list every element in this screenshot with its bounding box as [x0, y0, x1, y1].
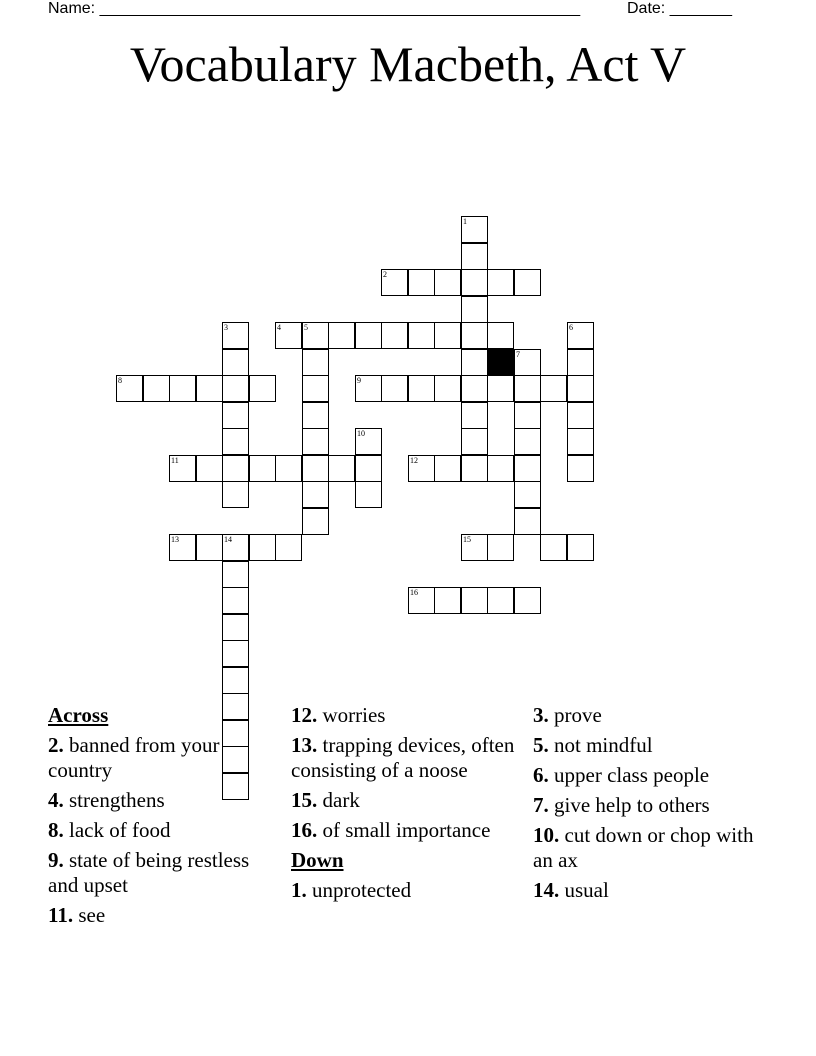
clue-number: 12. [291, 703, 318, 727]
cell-number: 10 [357, 429, 365, 438]
grid-cell[interactable] [222, 402, 249, 429]
grid-cell[interactable] [116, 375, 143, 402]
clue-text: unprotected [312, 878, 412, 902]
clue-item [48, 818, 273, 843]
clue-column-1 [48, 703, 273, 933]
grid-cell[interactable] [196, 534, 223, 561]
grid-cell[interactable] [540, 375, 567, 402]
grid-cell[interactable] [540, 534, 567, 561]
grid-cell[interactable] [567, 428, 594, 455]
clue-number: 4. [48, 788, 64, 812]
grid-cell[interactable] [328, 322, 355, 349]
grid-cell[interactable] [567, 402, 594, 429]
date-field[interactable]: Date: _______ [627, 0, 732, 17]
clue-item [48, 733, 273, 783]
clue-item [48, 788, 273, 813]
grid-cell[interactable] [408, 455, 435, 482]
clue-column-2 [291, 703, 516, 908]
grid-cell[interactable] [302, 349, 329, 376]
cell-number: 12 [410, 456, 418, 465]
grid-cell[interactable] [222, 534, 249, 561]
grid-cell[interactable] [196, 375, 223, 402]
grid-cell[interactable] [461, 375, 488, 402]
grid-cell[interactable] [196, 455, 223, 482]
clue-item [291, 788, 516, 813]
clue-item [533, 763, 758, 788]
grid-cell[interactable] [355, 322, 382, 349]
grid-cell[interactable] [275, 322, 302, 349]
grid-cell[interactable] [302, 428, 329, 455]
clue-item [533, 793, 758, 818]
grid-cell[interactable] [514, 481, 541, 508]
clue-item [48, 848, 273, 898]
grid-cell[interactable] [169, 534, 196, 561]
clue-number: 7. [533, 793, 549, 817]
clue-number: 10. [533, 823, 560, 847]
grid-cell[interactable] [461, 534, 488, 561]
cell-number: 3 [224, 323, 228, 332]
clue-heading: Across [48, 703, 109, 727]
grid-cell[interactable] [487, 455, 514, 482]
grid-cell[interactable] [434, 322, 461, 349]
grid-cell[interactable] [514, 402, 541, 429]
grid-cell[interactable] [567, 534, 594, 561]
grid-cell[interactable] [222, 322, 249, 349]
clue-item [48, 903, 273, 928]
grid-cell[interactable] [222, 561, 249, 588]
grid-cell[interactable] [302, 322, 329, 349]
black-square [487, 349, 514, 376]
clue-text: state of being restless and upset [48, 848, 250, 897]
grid-cell[interactable] [514, 587, 541, 614]
grid-cell[interactable] [222, 375, 249, 402]
cell-number: 9 [357, 376, 361, 385]
grid-cell[interactable] [222, 428, 249, 455]
clue-item [533, 733, 758, 758]
grid-cell[interactable] [514, 428, 541, 455]
clue-item [291, 733, 516, 783]
grid-cell[interactable] [461, 428, 488, 455]
grid-cell[interactable] [302, 375, 329, 402]
grid-cell[interactable] [434, 269, 461, 296]
grid-cell[interactable] [355, 375, 382, 402]
grid-cell[interactable] [514, 269, 541, 296]
clue-text: give help to others [554, 793, 710, 817]
grid-cell[interactable] [408, 322, 435, 349]
grid-cell[interactable] [487, 269, 514, 296]
grid-cell[interactable] [487, 375, 514, 402]
clue-text: prove [554, 703, 602, 727]
clue-item [291, 818, 516, 843]
grid-cell[interactable] [434, 587, 461, 614]
clue-text: cut down or chop with an ax [533, 823, 754, 872]
grid-cell[interactable] [434, 455, 461, 482]
cell-number: 1 [463, 217, 467, 226]
clue-number: 2. [48, 733, 64, 757]
grid-cell[interactable] [514, 508, 541, 535]
clue-text: of small importance [322, 818, 491, 842]
grid-cell[interactable] [487, 534, 514, 561]
cell-number: 14 [224, 535, 232, 544]
grid-cell[interactable] [222, 481, 249, 508]
clue-number: 14. [533, 878, 560, 902]
grid-cell[interactable] [302, 402, 329, 429]
clue-text: see [78, 903, 106, 927]
clue-list [0, 703, 816, 1003]
clue-number: 8. [48, 818, 64, 842]
clue-text: worries [322, 703, 386, 727]
clue-text: not mindful [554, 733, 653, 757]
clue-number: 13. [291, 733, 318, 757]
cell-number: 6 [569, 323, 573, 332]
cell-number: 4 [277, 323, 281, 332]
clue-text: upper class people [554, 763, 710, 787]
puzzle-title: Vocabulary Macbeth, Act V [129, 36, 687, 92]
clue-number: 5. [533, 733, 549, 757]
grid-cell[interactable] [275, 534, 302, 561]
clue-item [533, 703, 758, 728]
grid-cell[interactable] [222, 640, 249, 667]
grid-cell[interactable] [381, 269, 408, 296]
grid-cell[interactable] [461, 455, 488, 482]
grid-cell[interactable] [487, 587, 514, 614]
clue-number: 15. [291, 788, 318, 812]
grid-cell[interactable] [408, 375, 435, 402]
grid-cell[interactable] [381, 322, 408, 349]
grid-cell[interactable] [302, 508, 329, 535]
grid-cell[interactable] [249, 455, 276, 482]
cell-number: 8 [118, 376, 122, 385]
grid-cell[interactable] [169, 375, 196, 402]
clue-heading: Down [291, 848, 344, 872]
grid-cell[interactable] [514, 375, 541, 402]
clue-column-3 [533, 703, 758, 908]
grid-cell[interactable] [328, 455, 355, 482]
grid-cell[interactable] [408, 269, 435, 296]
grid-cell[interactable] [461, 216, 488, 243]
cell-number: 7 [516, 350, 520, 359]
cell-number: 15 [463, 535, 471, 544]
name-field[interactable]: Name: ______________________________________________________ [48, 0, 581, 17]
cell-number: 5 [304, 323, 308, 332]
grid-cell[interactable] [461, 269, 488, 296]
clue-text: banned from your country [48, 733, 220, 782]
cell-number: 11 [171, 456, 179, 465]
grid-cell[interactable] [487, 322, 514, 349]
clue-number: 16. [291, 818, 318, 842]
grid-cell[interactable] [461, 349, 488, 376]
clue-number: 9. [48, 848, 64, 872]
clue-item [291, 703, 516, 728]
grid-cell[interactable] [143, 375, 170, 402]
clue-text: usual [564, 878, 609, 902]
grid-cell[interactable] [302, 481, 329, 508]
grid-cell[interactable] [355, 455, 382, 482]
grid-cell[interactable] [461, 296, 488, 323]
grid-cell[interactable] [514, 349, 541, 376]
grid-cell[interactable] [355, 481, 382, 508]
clue-number: 11. [48, 903, 74, 927]
grid-cell[interactable] [461, 322, 488, 349]
clue-text: strengthens [69, 788, 165, 812]
grid-cell[interactable] [222, 587, 249, 614]
grid-cell[interactable] [408, 587, 435, 614]
grid-cell[interactable] [275, 455, 302, 482]
clue-item [533, 823, 758, 873]
cell-number: 16 [410, 588, 418, 597]
clue-number: 6. [533, 763, 549, 787]
grid-cell[interactable] [222, 667, 249, 694]
clue-text: dark [322, 788, 360, 812]
grid-cell[interactable] [567, 349, 594, 376]
grid-cell[interactable] [249, 534, 276, 561]
grid-cell[interactable] [169, 455, 196, 482]
cell-number: 13 [171, 535, 179, 544]
clue-number: 1. [291, 878, 307, 902]
grid-cell[interactable] [302, 455, 329, 482]
clue-item [533, 878, 758, 903]
grid-cell[interactable] [514, 455, 541, 482]
grid-cell[interactable] [567, 375, 594, 402]
clue-item [291, 878, 516, 903]
grid-cell[interactable] [249, 375, 276, 402]
grid-cell[interactable] [461, 402, 488, 429]
grid-cell[interactable] [567, 455, 594, 482]
grid-cell[interactable] [222, 455, 249, 482]
grid-cell[interactable] [381, 375, 408, 402]
grid-cell[interactable] [222, 349, 249, 376]
clue-text: lack of food [69, 818, 171, 842]
grid-cell[interactable] [461, 587, 488, 614]
grid-cell[interactable] [434, 375, 461, 402]
grid-cell[interactable] [355, 428, 382, 455]
grid-cell[interactable] [461, 243, 488, 270]
grid-cell[interactable] [222, 614, 249, 641]
clue-text: trapping devices, often consisting of a noose [291, 733, 515, 782]
grid-cell[interactable] [567, 322, 594, 349]
cell-number: 2 [383, 270, 387, 279]
clue-number: 3. [533, 703, 549, 727]
